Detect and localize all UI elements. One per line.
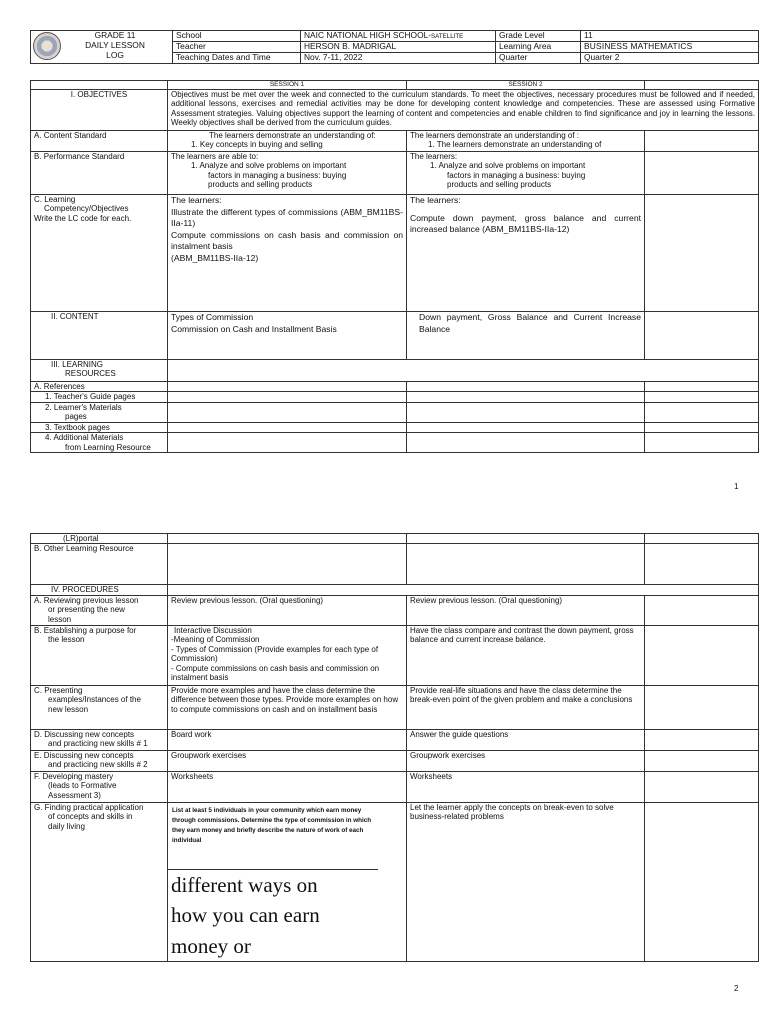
additional-materials-label: 4. Additional Materials from Learning Resource: [31, 433, 168, 453]
page-number-1: 1: [734, 482, 739, 491]
procedures-label: IV. PROCEDURES: [31, 585, 168, 595]
grade-level-label: Grade Level: [496, 31, 581, 42]
proc-d-s2: Answer the guide questions: [407, 729, 645, 750]
teacher-value: HERSON B. MADRIGAL: [301, 41, 496, 52]
textbook-pages-label: 3. Textbook pages: [31, 422, 168, 432]
proc-c-s1: Provide more examples and have the class determine the difference between those types. Provide more examples on how to compute commissions on cash and on installment basis: [168, 685, 407, 729]
quarter-label: Quarter: [496, 52, 581, 63]
earn-money-prompt: different ways on how you can earn money or: [171, 872, 320, 958]
content-s2: Down payment, Gross Balance and Current Increase Balance: [407, 312, 645, 360]
school-value: [301, 31, 496, 42]
proc-a-s2: Review previous lesson. (Oral questioning): [407, 595, 645, 625]
proc-f-s2: Worksheets: [407, 771, 645, 802]
competency-label: C. Learning Competency/Objectives Write the LC code for each.: [31, 195, 168, 312]
school-label: School: [173, 31, 301, 42]
page-number-2: 2: [734, 984, 739, 993]
proc-e-s2: Groupwork exercises: [407, 750, 645, 771]
proc-e-label: E. Discussing new concepts and practicing new skills # 2: [31, 750, 168, 771]
proc-f-label: F. Developing mastery (leads to Formative Assessment 3): [31, 771, 168, 802]
objectives-text: Objectives must be met over the week and connected to the curriculum standards. To meet the objectives, necessary procedures must be followed and if needed, additional lessons, exercises and remedial activities may be done for developing content knowledge and competencies. These are assessed using Formative Assessment strategies. Valuing objectives support the learning of content and competencies and enable children to find significance and joy in learning the lessons. Weekly objectives shall be derived from the curriculum guides.: [168, 90, 759, 131]
proc-b-s1: Interactive Discussion -Meaning of Commission - Types of Commission (Provide examples for each type of Commission) - Compute commissions on cash basis and commission on instalment basis: [168, 625, 407, 685]
school-suffix: SATELLITE: [431, 33, 464, 40]
session2-header: SESSION 2: [407, 81, 645, 90]
lesson-table-page2: [30, 533, 759, 962]
proc-d-s1: Board work: [168, 729, 407, 750]
lr-portal-label: (LR)portal: [31, 534, 168, 544]
competency-s1: The learners: Illustrate the different types of commissions (ABM_BM11BS-IIa-11) Compute commissions on cash basis and commission on instalment basis (ABM_BM11BS-IIa-12): [168, 195, 407, 312]
objectives-label: I. OBJECTIVES: [31, 90, 168, 131]
dll-log: LOG: [106, 49, 124, 60]
references-label: A. References: [31, 382, 168, 392]
proc-e-s1: Groupwork exercises: [168, 750, 407, 771]
dll-title: DAILY LESSON: [85, 39, 145, 50]
proc-f-s1: Worksheets: [168, 771, 407, 802]
performance-standard-s1: The learners are able to: 1. Analyze and solve problems on important factors in managing a business: buying products and selling products: [168, 152, 407, 195]
teacher-label: Teacher: [173, 41, 301, 52]
proc-c-label: C. Presenting examples/Instances of the new lesson: [31, 685, 168, 729]
commission-task-text: List at least 5 individuals in your community which earn money through commissions. Determine the type of commission in which they earn money and briefly describe the nature of work of each individual: [168, 803, 378, 870]
learning-area-value: BUSINESS MATHEMATICS: [581, 41, 759, 52]
proc-b-label: B. Establishing a purpose for the lesson: [31, 625, 168, 685]
proc-g-s2: Let the learner apply the concepts on break-even to solve business-related problems: [407, 802, 645, 961]
content-standard-s1: The learners demonstrate an understanding of: 1. Key concepts in buying and selling: [168, 131, 407, 152]
learners-materials-label: 2. Learner's Materials pages: [31, 402, 168, 422]
dates-value: Nov. 7-11, 2022: [301, 52, 496, 63]
dates-label: Teaching Dates and Time: [173, 52, 301, 63]
content-label: II. CONTENT: [31, 312, 168, 360]
performance-standard-label: B. Performance Standard: [31, 152, 168, 195]
proc-d-label: D. Discussing new concepts and practicing new skills # 1: [31, 729, 168, 750]
other-resource-label: B. Other Learning Resource: [31, 544, 168, 585]
grade-level-value: 11: [581, 31, 759, 42]
proc-g-label: G. Finding practical application of concepts and skills in daily living: [31, 802, 168, 961]
lesson-table-page1: [30, 80, 759, 453]
teachers-guide-label: 1. Teacher's Guide pages: [31, 392, 168, 402]
grade-title: GRADE 11: [94, 30, 136, 40]
header-table: [30, 30, 759, 64]
quarter-value: Quarter 2: [581, 52, 759, 63]
proc-a-s1: Review previous lesson. (Oral questioning): [168, 595, 407, 625]
session1-header: SESSION 1: [168, 81, 407, 90]
proc-g-s1: [168, 802, 407, 961]
proc-b-s2: Have the class compare and contrast the down payment, gross balance and current increase balance.: [407, 625, 645, 685]
performance-standard-s2: The learners: 1. Analyze and solve problems on important factors in managing a business: buying products and selling products: [407, 152, 645, 195]
content-s1: Types of Commission Commission on Cash and Installment Basis: [168, 312, 407, 360]
proc-c-s2: Provide real-life situations and have the class determine the break-even point of the given problem and make a conclusions: [407, 685, 645, 729]
dll-title-cell: [31, 31, 173, 64]
learning-resources-label: III. LEARNING RESOURCES: [31, 360, 168, 382]
proc-a-label: A. Reviewing previous lesson or presenting the new lesson: [31, 595, 168, 625]
competency-s2: The learners: Compute down payment, gross balance and current increased balance (ABM_BM11BS-IIa-12): [407, 195, 645, 312]
content-standard-label: A. Content Standard: [31, 131, 168, 152]
content-standard-s2: The learners demonstrate an understanding of : 1. The learners demonstrate an understanding of: [407, 131, 645, 152]
learning-area-label: Learning Area: [496, 41, 581, 52]
school-name: NAIC NATIONAL HIGH SCHOOL-: [304, 30, 432, 40]
